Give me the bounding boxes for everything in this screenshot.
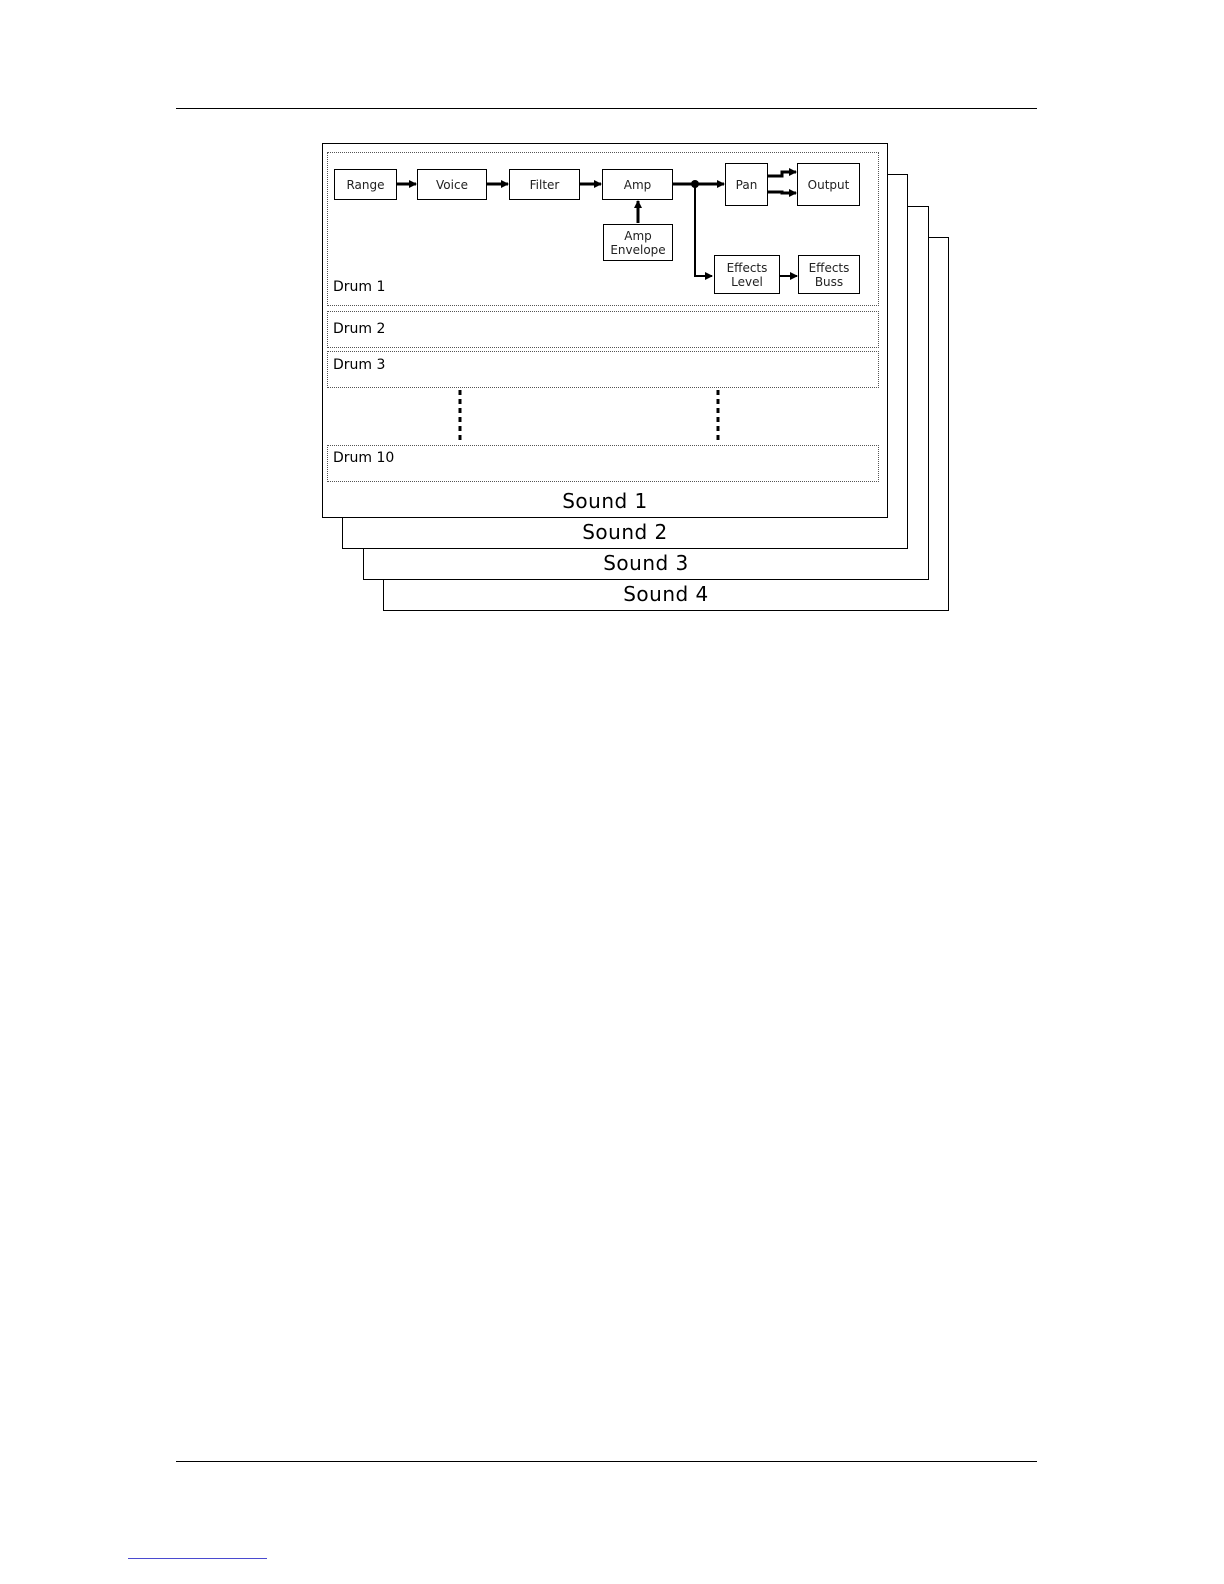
amp-block: Amp bbox=[602, 169, 673, 200]
pan-block: Pan bbox=[725, 163, 768, 206]
pan-to-output-lower-arrow bbox=[768, 192, 796, 193]
footer-rule bbox=[176, 1461, 1037, 1462]
range-block: Range bbox=[334, 169, 397, 200]
sound-4-label: Sound 4 bbox=[623, 582, 709, 606]
filter-block: Filter bbox=[509, 169, 580, 200]
output-block: Output bbox=[797, 163, 860, 206]
amp-to-effects-level-arrow bbox=[695, 184, 712, 276]
sound-1-label: Sound 1 bbox=[562, 489, 648, 513]
drum-10-label: Drum 10 bbox=[333, 450, 395, 466]
drum-1-label: Drum 1 bbox=[333, 279, 386, 295]
pan-to-output-upper-arrow bbox=[768, 172, 796, 176]
effects-level-block: Effects Level bbox=[714, 255, 780, 294]
footer-link-underline bbox=[128, 1558, 267, 1559]
voice-block: Voice bbox=[417, 169, 487, 200]
sound-2-label: Sound 2 bbox=[582, 520, 668, 544]
amp-envelope-block: Amp Envelope bbox=[603, 224, 673, 261]
drum-3-label: Drum 3 bbox=[333, 357, 386, 373]
effects-buss-block: Effects Buss bbox=[798, 255, 860, 294]
drum-2-label: Drum 2 bbox=[333, 321, 386, 337]
sound-3-label: Sound 3 bbox=[603, 551, 689, 575]
